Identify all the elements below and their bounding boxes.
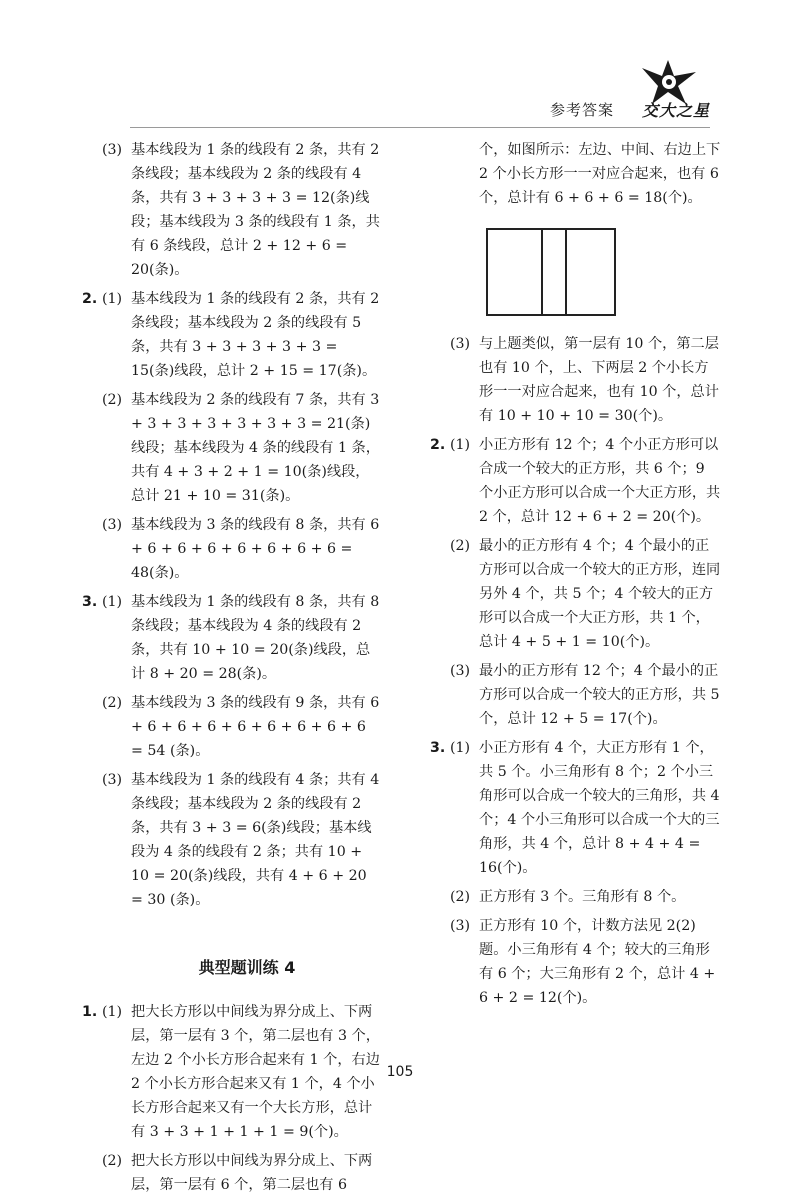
answer-text: 基本线段为 1 条的线段有 8 条，共有 8 条线段；基本线段为 4 条的线段有 2 条，共有 10 + 10 = 20(条)线段，总计 8 + 20 = 28(条)。: [131, 594, 380, 682]
answer-item: [430, 433, 722, 529]
answer-text: 基本线段为 1 条的线段有 2 条，共有 2 条线段；基本线段为 2 条的线段有 4 条，共有 3 + 3 + 3 + 3 = 12(条)线段；基本线段为 3 条的线段有 1 条，共有 6 条线段，总计 2 + 12 + 6 = 20(条)。: [131, 142, 380, 278]
sub-number: (2): [450, 538, 471, 554]
sub-number: (1): [450, 740, 471, 756]
answer-item: [82, 590, 382, 686]
answer-item: [82, 388, 382, 508]
header-brand: 交大之星: [642, 101, 711, 120]
answer-item: [82, 513, 382, 585]
answer-item: [430, 534, 722, 654]
answer-item: [82, 691, 382, 763]
question-number: 2.: [82, 291, 98, 307]
sub-number: (2): [102, 392, 123, 408]
answer-text: 基本线段为 2 条的线段有 7 条，共有 3 + 3 + 3 + 3 + 3 + 3 + 3 = 21(条)线段；基本线段为 4 条的线段有 1 条，共有 4 + 3 + 2 + 1 = 10(条)线段，总计 21 + 10 = 31(条)。: [131, 392, 380, 504]
figure-divider: [541, 230, 543, 314]
answer-item: [430, 736, 722, 880]
answer-text: 正方形有 10 个，计数方法见 2(2)题。小三角形有 4 个；较大的三角形有 6 个；大三角形有 2 个，总计 4 + 6 + 2 = 12(个)。: [479, 918, 716, 1006]
sub-number: (3): [450, 336, 471, 352]
figure-divider: [565, 230, 567, 314]
question-number: 2.: [430, 437, 446, 453]
answer-item: [82, 138, 382, 282]
answer-item: [82, 1149, 382, 1197]
answer-text: 最小的正方形有 12 个；4 个最小的正方形可以合成一个较大的正方形，共 5 个，总计 12 + 5 = 17(个)。: [479, 663, 720, 727]
sub-number: (1): [102, 594, 123, 610]
answer-text: 基本线段为 1 条的线段有 2 条，共有 2 条线段；基本线段为 2 条的线段有 5 条，共有 3 + 3 + 3 + 3 + 3 = 15(条)线段，总计 2 + 15 = 17(条)。: [131, 291, 380, 379]
question-number: 1.: [82, 1004, 98, 1020]
sub-number: (1): [102, 291, 123, 307]
section-title: 典型题训练 4: [198, 958, 296, 977]
answer-text: 小正方形有 4 个，大正方形有 1 个，共 5 个。小三角形有 8 个；2 个小三角形可以合成一个较大的三角形，共 4 个；4 个小三角形可以合成一个大的三角形，共 4 个，总计 8 + 4 + 4 = 16(个)。: [479, 740, 720, 876]
answer-item: [430, 914, 722, 1010]
left-column: [82, 138, 382, 1197]
question-number: 3.: [82, 594, 98, 610]
answer-text: 正方形有 3 个。三角形有 8 个。: [479, 889, 686, 905]
question-number: 3.: [430, 740, 446, 756]
answer-item: [430, 659, 722, 731]
answer-continuation: [430, 138, 722, 210]
header-rule: [130, 127, 710, 128]
answer-text: 与上题类似，第一层有 10 个，第二层也有 10 个，上、下两层 2 个小长方形一一对应合起来，也有 10 个，总计有 10 + 10 + 10 = 30(个)。: [479, 336, 719, 424]
answer-text: 基本线段为 1 条的线段有 4 条；共有 4 条线段；基本线段为 2 条的线段有 2 条，共有 3 + 3 = 6(条)线段；基本线段为 4 条的线段有 2 条；共有 10 + 10 = 20(条)线段，共有 4 + 6 + 20 = 30 (条)。: [131, 772, 380, 908]
rectangle-figure: [486, 228, 616, 316]
sub-number: (1): [450, 437, 471, 453]
answer-text: 个，如图所示：左边、中间、右边上下 2 个小长方形一一对应合起来，也有 6 个，总计有 6 + 6 + 6 = 18(个)。: [479, 142, 721, 206]
right-column: [430, 138, 722, 1010]
answer-item: [430, 332, 722, 428]
star-logo-icon: [638, 58, 700, 108]
sub-number: (2): [102, 1153, 123, 1169]
sub-number: (2): [450, 889, 471, 905]
answer-text: 把大长方形以中间线为界分成上、下两层，第一层有 3 个，第二层也有 3 个，左边 2 个小长方形合起来有 1 个，右边 2 个小长方形合起来又有 1 个，4 个小长方形合起来又有一个大长方形，总计有 3 + 3 + 1 + 1 + 1 = 9(个)。: [131, 1004, 380, 1140]
answer-text: 基本线段为 3 条的线段有 9 条，共有 6 + 6 + 6 + 6 + 6 + 6 + 6 + 6 + 6 = 54 (条)。: [131, 695, 380, 759]
answer-text: 最小的正方形有 4 个；4 个最小的正方形可以合成一个较大的正方形，连同另外 4 个，共 5 个；4 个较大的正方形可以合成一个大正方形，共 1 个，总计 4 + 5 + 1 = 10(个)。: [479, 538, 721, 650]
answer-item: [82, 768, 382, 912]
sub-number: (1): [102, 1004, 123, 1020]
answer-item: [82, 287, 382, 383]
answer-item: [430, 885, 722, 909]
answer-text: 把大长方形以中间线为界分成上、下两层，第一层有 6 个，第二层也有 6: [131, 1153, 373, 1193]
header-label: 参考答案: [550, 101, 615, 119]
sub-number: (3): [102, 517, 123, 533]
sub-number: (2): [102, 695, 123, 711]
sub-number: (3): [450, 918, 471, 934]
sub-number: (3): [102, 772, 123, 788]
sub-number: (3): [450, 663, 471, 679]
page-number: 105: [386, 1064, 414, 1080]
sub-number: (3): [102, 142, 123, 158]
answer-text: 小正方形有 12 个；4 个小正方形可以合成一个较大的正方形，共 6 个；9 个小正方形可以合成一个大正方形，共 2 个，总计 12 + 6 + 2 = 20(个)。: [479, 437, 721, 525]
answer-text: 基本线段为 3 条的线段有 8 条，共有 6 + 6 + 6 + 6 + 6 + 6 + 6 + 6 = 48(条)。: [131, 517, 380, 581]
